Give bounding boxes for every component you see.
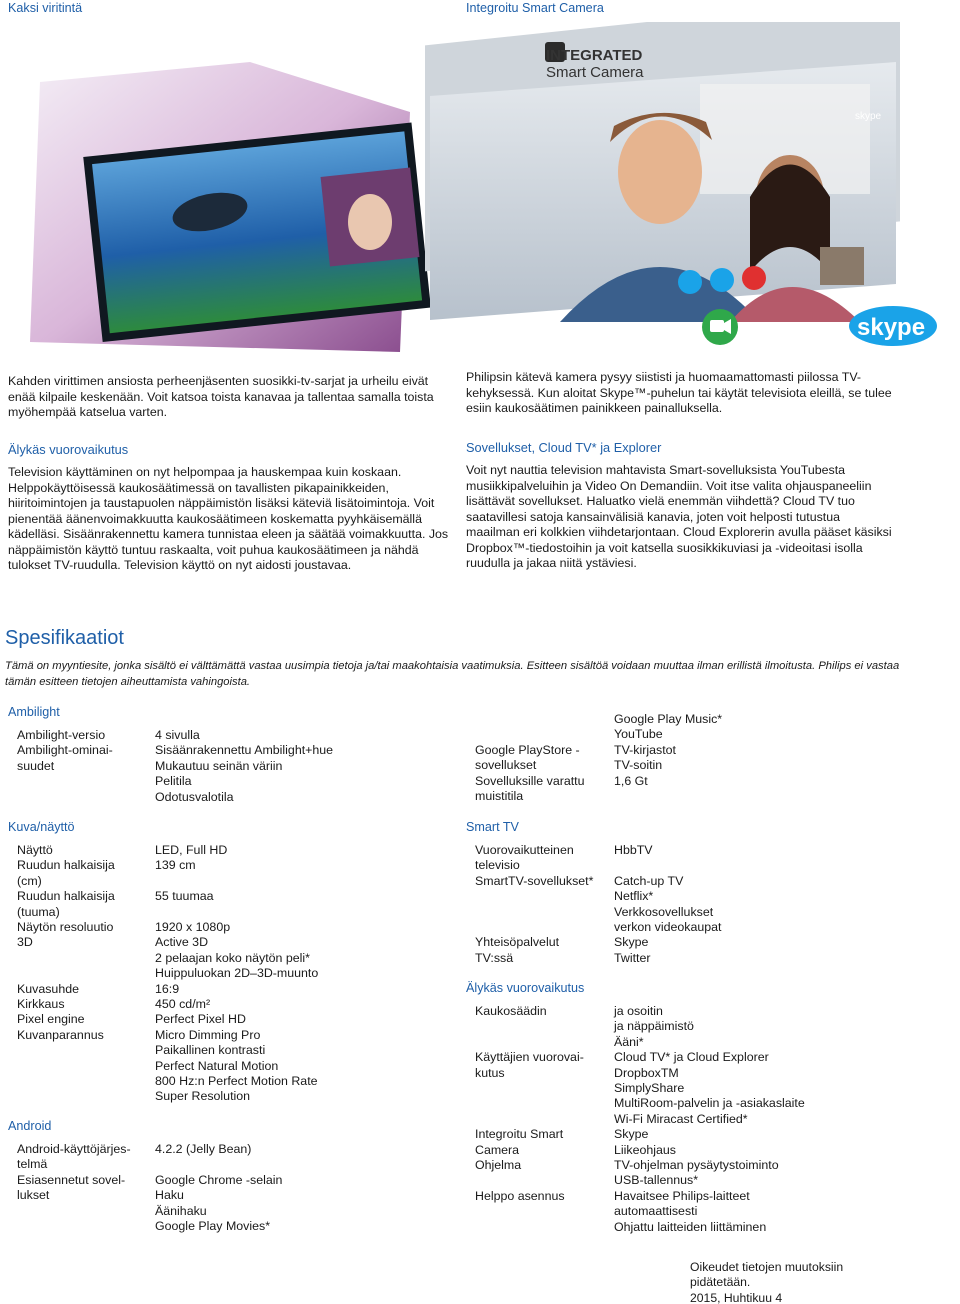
spec-value: 1,6 Gt bbox=[614, 773, 648, 788]
spec-value: Odotusvalotila bbox=[155, 789, 234, 804]
spec-value: Wi-Fi Miracast Certified* bbox=[614, 1111, 748, 1126]
spec-value: TV-soitin bbox=[614, 758, 663, 773]
spec-key: muistitila bbox=[475, 789, 524, 804]
dual-tuner-text: Kahden virittimen ansiosta perheenjäsenten suosikki-tv-sarjat ja urheilu eivät enää kilpaile keskenään. Voit katsoa toista kanavaa ja tallentaa samalla toista myöhempää katselua varten. bbox=[8, 374, 434, 419]
spec-value: Havaitsee Philips-laitteet bbox=[614, 1188, 750, 1203]
section-link-dual-tuner[interactable]: Kaksi viritintä bbox=[8, 1, 83, 15]
spec-value: Liikeohjaus bbox=[614, 1142, 676, 1157]
spec-key: Yhteisöpalvelut bbox=[475, 935, 560, 950]
spec-key: TV:ssä bbox=[475, 950, 514, 965]
integrated-logo-line2: Smart Camera bbox=[546, 64, 644, 81]
spec-key: Android-käyttöjärjes- bbox=[17, 1142, 131, 1156]
spec-value: 450 cd/m² bbox=[155, 997, 211, 1012]
spec-key: Google PlayStore - bbox=[475, 743, 580, 757]
spec-value: Paikallinen kontrasti bbox=[155, 1043, 266, 1058]
spec-value: YouTube bbox=[614, 727, 663, 742]
spec-key: Ambilight-versio bbox=[17, 728, 106, 742]
spec-value: HbbTV bbox=[614, 843, 653, 857]
spec-value: Google Chrome -selain bbox=[155, 1172, 283, 1187]
spec-value: automaattisesti bbox=[614, 1204, 698, 1219]
spec-key: Ruudun halkaisija bbox=[17, 889, 115, 904]
spec-key: Pixel engine bbox=[17, 1012, 85, 1027]
spec-value: Micro Dimming Pro bbox=[155, 1027, 261, 1042]
spec-key: 3D bbox=[17, 935, 33, 950]
spec-value: 4 sivulla bbox=[155, 728, 200, 742]
spec-key: Vuorovaikutteinen bbox=[475, 843, 574, 857]
spec-value: Ääni* bbox=[614, 1034, 644, 1049]
smart-camera-text: Philipsin kätevä kamera pysyy siististi ja huomaamattomasti piilossa TV-kehyksessä. Kun aloitat Skype™-puhelun tai käytät televisiota eleillä, se tulee esiin kaukosäätimen painikkeen painalluksella. bbox=[466, 370, 892, 415]
spec-value: verkon videokaupat bbox=[614, 920, 722, 935]
skype-watermark: skype bbox=[855, 111, 882, 122]
spec-value: 55 tuumaa bbox=[155, 889, 214, 904]
specifications-disclaimer: Tämä on myyntiesite, jonka sisältö ei välttämättä vastaa uusimpia tietoja ja/tai maakohtaisia vaatimuksia. Esitteen sisältöä voidaan muuttaa ilman erillistä ilmoitusta. Philips ei vastaa tämän esitteen tietojen aiheuttamista vahingoista. bbox=[5, 660, 900, 688]
smart-interaction-text: Television käyttäminen on nyt helpompaa ja hauskempaa kuin koskaan. Helppokäyttöisessä kaukosäätimessä on tavallisten pikapainikkeiden, hiiritoimintojen ja taustapuolen näppäimistön lisäksi käteviä lisätoimintoja. Voit pienentää äänenvoimakkuutta kaukosäätimeen koskematta pyyhkäisemällä kädelläsi. Sisäänrakennettu kamera tunnistaa eleen ja säätää voimakkuutta. Jos näppäimistön käyttö tuntuu raskaalta, voit puhua kaukosäätimeen ja nähdä tulokset TV-ruudulla. Television käyttö on nyt aidosti joustavaa. bbox=[8, 465, 449, 572]
spec-key: Esiasennetut sovel- bbox=[17, 1172, 126, 1187]
spec-key: (tuuma) bbox=[17, 904, 60, 919]
spec-value: Skype bbox=[614, 1127, 649, 1142]
apps-cloud-heading: Sovellukset, Cloud TV* ja Explorer bbox=[466, 440, 662, 455]
spec-value: 2 pelaajan koko näytön peli* bbox=[155, 950, 310, 965]
spec-key: Sovelluksille varattu bbox=[475, 773, 585, 788]
spec-key: sovellukset bbox=[475, 758, 537, 773]
spec-value: USB-tallennus* bbox=[614, 1173, 699, 1188]
spec-key: Näyttö bbox=[17, 843, 53, 857]
spec-value: LED, Full HD bbox=[155, 843, 228, 857]
spec-value: TV-ohjelman pysäytystoiminto bbox=[614, 1158, 779, 1173]
spec-value: Äänihaku bbox=[155, 1203, 207, 1218]
footer-note bbox=[690, 1260, 843, 1304]
spec-key: SmartTV-sovellukset* bbox=[475, 873, 594, 888]
spec-value: Huippuluokan 2D–3D-muunto bbox=[155, 966, 319, 981]
spec-key: Ohjelma bbox=[475, 1158, 522, 1173]
spec-key: Kirkkaus bbox=[17, 997, 65, 1012]
spec-key: televisio bbox=[475, 858, 520, 873]
spec-value: Google Play Movies* bbox=[155, 1219, 271, 1234]
spec-value: 4.2.2 (Jelly Bean) bbox=[155, 1142, 252, 1156]
footer-line: Oikeudet tietojen muutoksiin bbox=[690, 1260, 844, 1274]
spec-value: 139 cm bbox=[155, 858, 196, 873]
spec-value: Active 3D bbox=[155, 935, 209, 950]
spec-key: kutus bbox=[475, 1065, 505, 1080]
spec-value: Ohjattu laitteiden liittäminen bbox=[614, 1219, 767, 1234]
section-link-smart-camera[interactable]: Integroitu Smart Camera bbox=[466, 1, 604, 15]
spec-value: Perfect Natural Motion bbox=[155, 1058, 279, 1073]
spec-value: Catch-up TV bbox=[614, 873, 684, 888]
hero-image bbox=[0, 22, 960, 357]
spec-value: MultiRoom-palvelin ja -asiakaslaite bbox=[614, 1096, 805, 1111]
footer-line: pidätetään. bbox=[690, 1275, 751, 1290]
spec-section-smart-interaction: Älykäs vuorovaikutus bbox=[466, 981, 585, 995]
spec-key: Kuvanparannus bbox=[17, 1027, 104, 1042]
spec-value: ja näppäimistö bbox=[614, 1019, 694, 1034]
spec-key: (cm) bbox=[17, 873, 42, 888]
spec-value: DropboxTM bbox=[614, 1065, 679, 1080]
spec-key: suudet bbox=[17, 758, 55, 773]
spec-value: Netflix* bbox=[614, 889, 654, 904]
spec-key: Helppo asennus bbox=[475, 1188, 565, 1203]
skype-logo: skype bbox=[857, 314, 926, 341]
spec-section-android: Android bbox=[8, 1119, 52, 1133]
spec-value: ja osoitin bbox=[614, 1004, 663, 1018]
spec-value: Pelitila bbox=[155, 774, 192, 789]
spec-key: Camera bbox=[475, 1142, 520, 1157]
spec-key: Integroitu Smart bbox=[475, 1127, 564, 1142]
spec-value: TV-kirjastot bbox=[614, 742, 676, 757]
spec-key: Kuvasuhde bbox=[17, 981, 80, 996]
spec-value: Super Resolution bbox=[155, 1089, 251, 1104]
spec-value: Mukautuu seinän väriin bbox=[155, 758, 283, 773]
spec-value: SimplyShare bbox=[614, 1081, 685, 1096]
spec-key: Käyttäjien vuorovai- bbox=[475, 1050, 584, 1065]
footer-date: 2015, Huhtikuu 4 bbox=[690, 1290, 783, 1304]
spec-value: Cloud TV* ja Cloud Explorer bbox=[614, 1050, 769, 1065]
spec-key: Ruudun halkaisija bbox=[17, 858, 115, 873]
spec-key: lukset bbox=[17, 1188, 50, 1203]
apps-cloud-text: Voit nyt nauttia television mahtavista Smart-sovelluksista YouTubesta musiikkipalveluihin ja Video On Demandiin. Voit itse valita ohjauspaneeliin lisättävät sovellukset. Haluatko vielä enemmän viihdettä? Cloud TV tuo saatavillesi satoja kansainvälisiä kanavia, joten voit helposti tutustua maailman eri kolkkien viihdetarjontaan. Cloud Explorerin avulla pääset käsiksi Dropbox™-tiedostoihin ja voit katsella suosikkikuviasi ja -videoitasi isolla ruudulla ja jakaa niitä ystäviesi. bbox=[466, 463, 892, 570]
spec-value: 1920 x 1080p bbox=[155, 920, 231, 934]
spec-value: Sisäänrakennettu Ambilight+hue bbox=[155, 743, 334, 758]
spec-value: 16:9 bbox=[155, 981, 180, 996]
integrated-logo-line1: INTEGRATED bbox=[546, 47, 643, 64]
spec-section-smart-tv: Smart TV bbox=[466, 820, 519, 834]
spec-value: Google Play Music* bbox=[614, 712, 723, 726]
spec-key: telmä bbox=[17, 1157, 48, 1172]
spec-key: Kaukosäädin bbox=[475, 1004, 547, 1018]
spec-value: Skype bbox=[614, 935, 649, 950]
spec-value: Twitter bbox=[614, 950, 651, 965]
spec-key: Näytön resoluutio bbox=[17, 920, 114, 935]
spec-value: 800 Hz:n Perfect Motion Rate bbox=[155, 1074, 318, 1089]
spec-section-picture: Kuva/näyttö bbox=[8, 820, 75, 834]
spec-value: Haku bbox=[155, 1188, 184, 1203]
specifications-title: Spesifikaatiot bbox=[5, 627, 124, 649]
spec-key: Ambilight-ominai- bbox=[17, 743, 113, 758]
smart-interaction-heading: Älykäs vuorovaikutus bbox=[8, 442, 129, 457]
spec-value: Verkkosovellukset bbox=[614, 904, 714, 919]
spec-section-ambilight: Ambilight bbox=[8, 705, 60, 719]
spec-value: Perfect Pixel HD bbox=[155, 1012, 246, 1027]
